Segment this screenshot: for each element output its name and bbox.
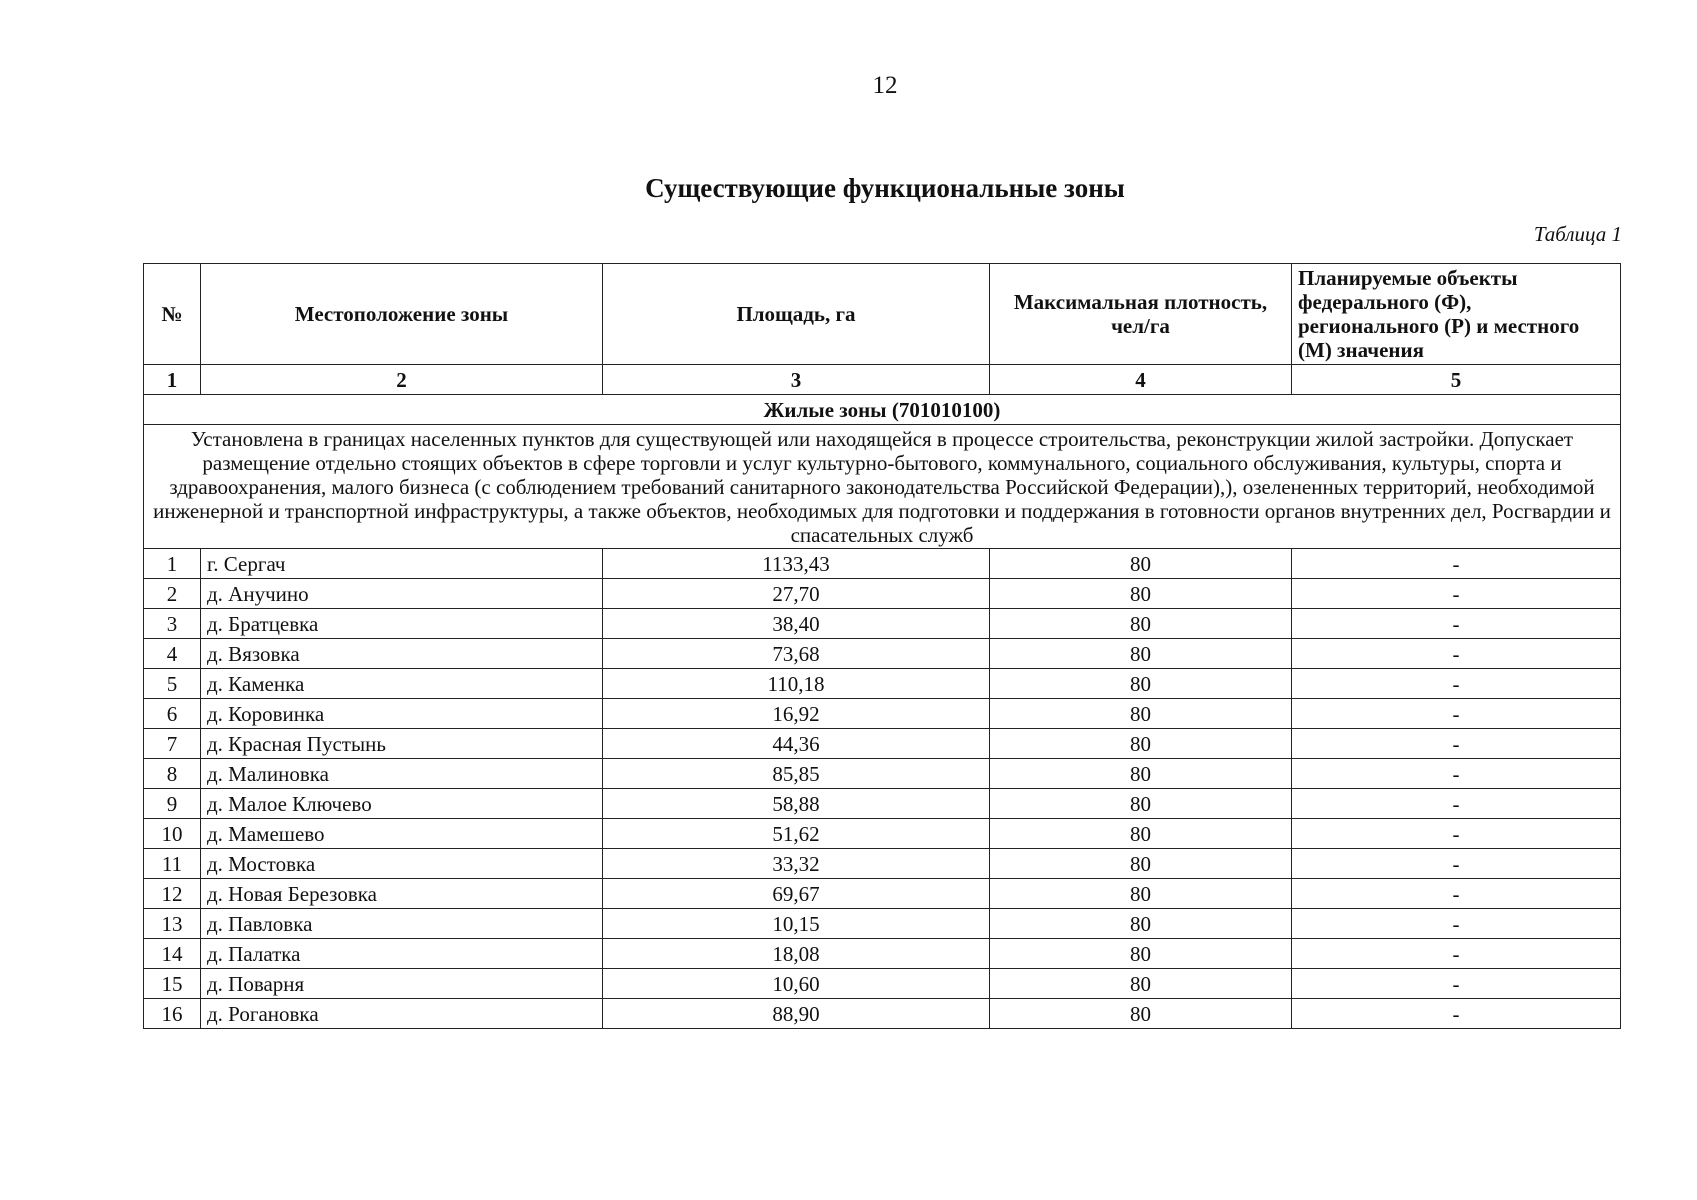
table-row [144,879,1621,909]
column-number: 4 [990,365,1292,395]
zone-max-density: 80 [990,579,1292,609]
zone-location: д. Рогановка [201,999,603,1029]
zone-planned-objects: - [1292,699,1621,729]
zone-planned-objects: - [1292,849,1621,879]
zone-planned-objects: - [1292,999,1621,1029]
header-area: Площадь, га [603,264,990,365]
zone-planned-objects: - [1292,939,1621,969]
zone-location: д. Павловка [201,909,603,939]
zone-area: 16,92 [603,699,990,729]
zone-planned-objects: - [1292,669,1621,699]
row-number: 1 [144,549,201,579]
row-number: 4 [144,639,201,669]
zone-location: г. Сергач [201,549,603,579]
zone-location: д. Малое Ключево [201,789,603,819]
row-number: 6 [144,699,201,729]
table-row [144,789,1621,819]
section-description-row [144,425,1621,549]
row-number: 14 [144,939,201,969]
zone-area: 69,67 [603,879,990,909]
header-planned-objects: Планируемые объекты федерального (Ф), регионального (Р) и местного (М) значения [1292,264,1621,365]
zone-max-density: 80 [990,879,1292,909]
table-row [144,759,1621,789]
zone-planned-objects: - [1292,579,1621,609]
zone-area: 10,15 [603,909,990,939]
zone-area: 51,62 [603,819,990,849]
table-row [144,579,1621,609]
zone-location: д. Вязовка [201,639,603,669]
table-row [144,999,1621,1029]
document-title: Существующие функциональные зоны [645,173,1125,203]
zone-area: 58,88 [603,789,990,819]
column-number: 2 [201,365,603,395]
table-row [144,819,1621,849]
zone-area: 73,68 [603,639,990,669]
zone-location: д. Коровинка [201,699,603,729]
row-number: 10 [144,819,201,849]
header-location: Местоположение зоны [201,264,603,365]
row-number: 3 [144,609,201,639]
column-number: 5 [1292,365,1621,395]
zone-max-density: 80 [990,969,1292,999]
zone-max-density: 80 [990,759,1292,789]
zone-max-density: 80 [990,729,1292,759]
zone-max-density: 80 [990,609,1292,639]
row-number: 16 [144,999,201,1029]
row-number: 15 [144,969,201,999]
row-number: 12 [144,879,201,909]
zone-location: д. Анучино [201,579,603,609]
zone-location: д. Малиновка [201,759,603,789]
zone-max-density: 80 [990,819,1292,849]
zone-planned-objects: - [1292,909,1621,939]
zone-planned-objects: - [1292,609,1621,639]
zone-max-density: 80 [990,669,1292,699]
table-row [144,669,1621,699]
table-row [144,729,1621,759]
zone-max-density: 80 [990,939,1292,969]
functional-zones-table [143,263,1621,1029]
zone-max-density: 80 [990,639,1292,669]
section-description: Установлена в границах населенных пунктов для существующей или находящейся в процессе строительства, реконструкции жилой застройки. Допускает размещение отдельно стоящих объектов в сфере торговли и услуг культурно-бытового, коммунального, социального обслуживания, культуры, спорта и здравоохранения, малого бизнеса (с соблюдением требований санитарного законодательства Российской Федерации),), озелененных территорий, необходимой инженерной и транспортной инфраструктуры, а также объектов, необходимых для подготовки и поддержания в готовности органов внутренних дел, Росгвардии и спасательных служб [144,425,1621,549]
zone-max-density: 80 [990,909,1292,939]
zone-planned-objects: - [1292,819,1621,849]
table-header-row [144,264,1621,365]
table-row [144,609,1621,639]
table-row [144,549,1621,579]
table-row [144,849,1621,879]
zone-location: д. Новая Березовка [201,879,603,909]
zone-max-density: 80 [990,789,1292,819]
row-number: 5 [144,669,201,699]
zone-area: 33,32 [603,849,990,879]
zone-area: 18,08 [603,939,990,969]
table-caption: Таблица 1 [1533,222,1622,246]
table-row [144,909,1621,939]
section-title: Жилые зоны (701010100) [144,395,1621,425]
zone-area: 85,85 [603,759,990,789]
zone-location: д. Братцевка [201,609,603,639]
column-number: 1 [144,365,201,395]
row-number: 7 [144,729,201,759]
row-number: 11 [144,849,201,879]
row-number: 2 [144,579,201,609]
table-row [144,639,1621,669]
zone-planned-objects: - [1292,759,1621,789]
header-max-density: Максимальная плотность, чел/га [990,264,1292,365]
zone-max-density: 80 [990,849,1292,879]
zone-planned-objects: - [1292,639,1621,669]
zone-area: 44,36 [603,729,990,759]
table-row [144,939,1621,969]
zone-max-density: 80 [990,549,1292,579]
zone-max-density: 80 [990,999,1292,1029]
zone-location: д. Красная Пустынь [201,729,603,759]
zone-area: 38,40 [603,609,990,639]
table-row [144,969,1621,999]
row-number: 13 [144,909,201,939]
row-number: 8 [144,759,201,789]
zone-area: 10,60 [603,969,990,999]
zone-location: д. Палатка [201,939,603,969]
zone-planned-objects: - [1292,879,1621,909]
header-number: № [144,264,201,365]
page-number: 12 [872,72,898,99]
column-number-row [144,365,1621,395]
zone-planned-objects: - [1292,789,1621,819]
row-number: 9 [144,789,201,819]
zone-planned-objects: - [1292,549,1621,579]
zone-location: д. Поварня [201,969,603,999]
zone-max-density: 80 [990,699,1292,729]
section-title-row [144,395,1621,425]
zone-area: 110,18 [603,669,990,699]
zone-location: д. Мамешево [201,819,603,849]
zone-area: 27,70 [603,579,990,609]
zone-planned-objects: - [1292,969,1621,999]
zone-area: 88,90 [603,999,990,1029]
zone-location: д. Мостовка [201,849,603,879]
zone-planned-objects: - [1292,729,1621,759]
column-number: 3 [603,365,990,395]
table-row [144,699,1621,729]
zone-area: 1133,43 [603,549,990,579]
zone-location: д. Каменка [201,669,603,699]
